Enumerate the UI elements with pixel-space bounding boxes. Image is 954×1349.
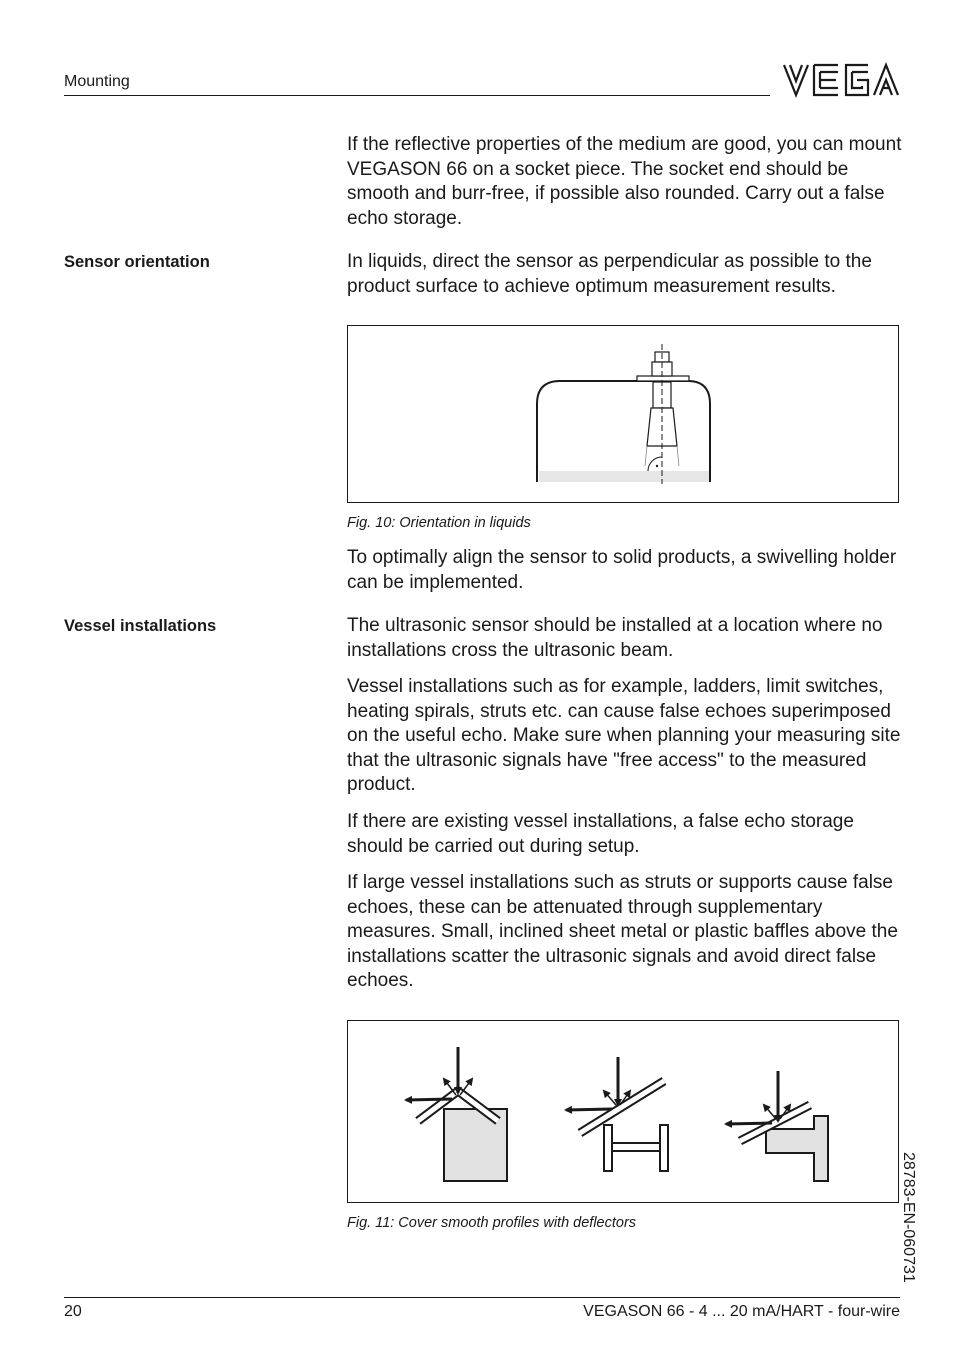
header-section-title: Mounting (64, 73, 130, 90)
deflectors-diagram (348, 1021, 898, 1202)
deflector-roof-group (406, 1047, 507, 1181)
intro-paragraph: If the reflective properties of the medium are good, you can mount VEGASON 66 on a socket piece. The socket end should be smooth and burr-free, if possible also rounded. Carry out a false echo storage. (347, 134, 902, 229)
footer-rule (64, 1297, 900, 1298)
liquid-surface (539, 471, 709, 482)
figure-deflectors (347, 1020, 899, 1203)
swivelling-holder-paragraph: To optimally align the sensor to solid products, a swivelling holder can be implemented. (347, 547, 897, 593)
vessel-installations-label: Vessel installations (64, 617, 217, 635)
figure-orientation-in-liquids (347, 325, 899, 503)
beam-left (645, 446, 647, 466)
figure-11-caption: Fig. 11: Cover smooth profiles with deflectors (347, 1215, 637, 1231)
sensor-orientation-paragraph: In liquids, direct the sensor as perpendicular as possible to the product surface to achieve optimum measurement results. (347, 251, 872, 297)
mounting-flange (637, 376, 689, 381)
beam-right (677, 446, 679, 466)
figure-10-caption: Fig. 10: Orientation in liquids (347, 515, 531, 531)
deflector-ibeam-group (566, 1057, 668, 1171)
document-id: 28783-EN-060731 (900, 1152, 917, 1283)
vessel-paragraph-1: The ultrasonic sensor should be installed at a location where no installations cross the ultrasonic beam. (347, 615, 883, 661)
vega-logo (782, 62, 900, 98)
vessel-paragraph-3: If there are existing vessel installations, a false echo storage should be carried out during setup. (347, 811, 854, 857)
right-angle-arc (648, 457, 662, 471)
orientation-diagram (348, 326, 898, 502)
sensor-orientation-label: Sensor orientation (64, 253, 210, 271)
footer-page-number: 20 (64, 1303, 82, 1320)
header-rule (64, 95, 770, 96)
right-angle-dot (656, 465, 658, 467)
vessel-paragraph-4: If large vessel installations such as struts or supports cause false echoes, these can be attenuated through supplementary measures. Small, inclined sheet metal or plastic baffles above the installations scatter the ultrasonic signals and avoid direct false echoes. (347, 872, 898, 991)
deflector-tprofile-group (726, 1071, 828, 1181)
vessel-paragraph-2: Vessel installations such as for example, ladders, limit switches, heating spirals, struts etc. can cause false echoes superimposed on the useful echo. Make sure when planning your measuring site that the ultrasonic signals have "free access" to the measured product. (347, 676, 901, 795)
footer-document-title: VEGASON 66 - 4 ... 20 mA/HART - four-wire (583, 1303, 900, 1320)
vessel-outline (537, 381, 710, 482)
